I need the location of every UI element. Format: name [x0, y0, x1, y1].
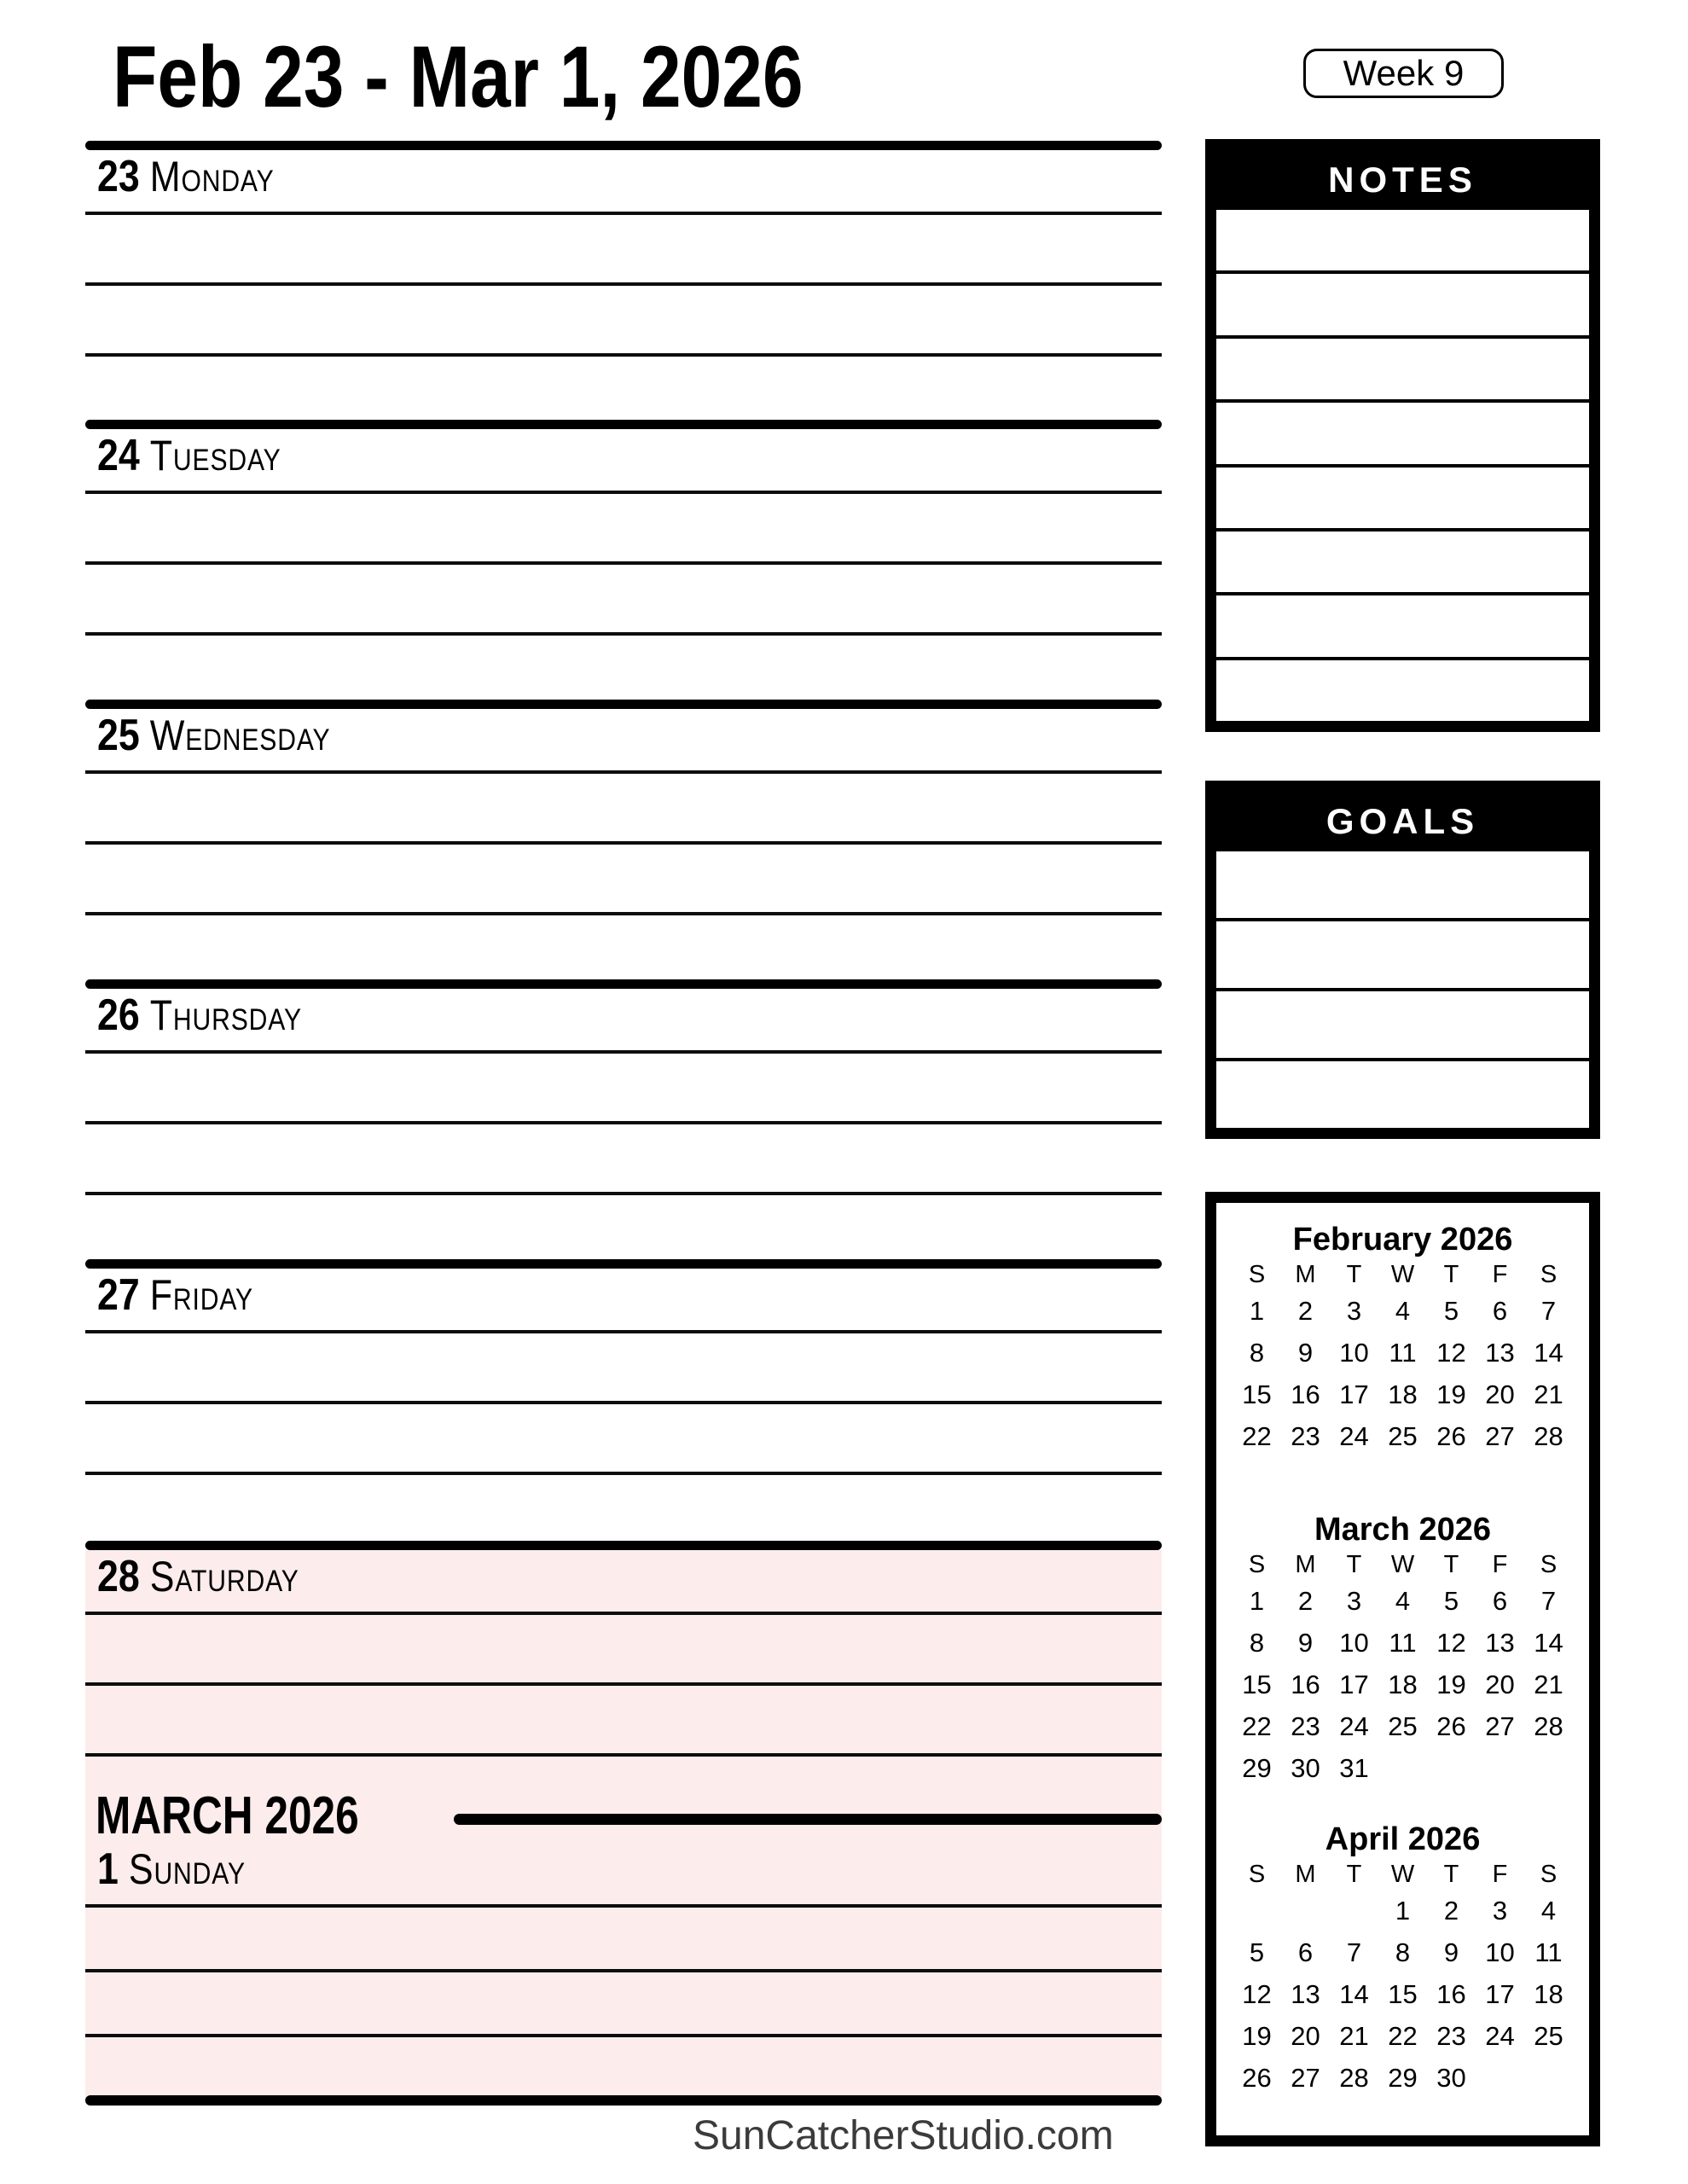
notes-row: [1216, 592, 1589, 656]
writing-line: [85, 1753, 1162, 1757]
date-cell: 5: [1443, 1296, 1459, 1326]
date-cell: 8: [1249, 1628, 1265, 1658]
day-title: [97, 1271, 253, 1320]
date-cell: 11: [1389, 1628, 1417, 1658]
date-cell: 19: [1436, 1380, 1466, 1409]
date-cell: 25: [1388, 1421, 1418, 1451]
writing-line: [85, 770, 1162, 774]
date-cell: 15: [1388, 1979, 1418, 2009]
day-title: [97, 1845, 246, 1894]
date-cell: 17: [1485, 1979, 1515, 2009]
date-cell: 29: [1388, 2063, 1418, 2093]
mini-calendar-march: [1216, 1510, 1589, 1789]
date-cell: 7: [1540, 1296, 1557, 1326]
day-number: 1: [97, 1844, 119, 1894]
date-cell: 10: [1485, 1937, 1515, 1967]
day-header-cell: T: [1346, 1261, 1362, 1288]
mini-calendar-grid: [1216, 1549, 1589, 1789]
date-cell: 22: [1242, 1421, 1272, 1451]
date-cell: 7: [1346, 1937, 1362, 1967]
day-number: 27: [97, 1270, 140, 1320]
date-cell: 18: [1388, 1380, 1418, 1409]
date-cell: 23: [1291, 1711, 1320, 1741]
date-cell: 22: [1388, 2021, 1418, 2051]
date-cell: 27: [1291, 2063, 1320, 2093]
date-cell: 3: [1492, 1896, 1508, 1926]
writing-line: [85, 1969, 1162, 1972]
notes-panel: [1205, 139, 1600, 732]
week-badge[interactable]: Week 9: [1303, 49, 1504, 98]
date-cell: 16: [1291, 1670, 1320, 1699]
day-header-cell: W: [1390, 1261, 1415, 1288]
day-header-cell: M: [1295, 1551, 1316, 1578]
day-header-cell: T: [1443, 1261, 1459, 1288]
notes-row: [1216, 270, 1589, 334]
notes-row: [1216, 399, 1589, 463]
empty-cell: [1476, 1747, 1524, 1789]
date-cell: 12: [1436, 1338, 1466, 1368]
writing-line: [85, 1682, 1162, 1686]
day-divider-bar: [85, 1259, 1162, 1269]
day-header-cell: T: [1346, 1551, 1362, 1578]
date-cell: 12: [1436, 1628, 1466, 1658]
day-section-friday: [85, 1259, 1162, 1538]
day-number: 25: [97, 711, 140, 760]
date-cell: 26: [1242, 2063, 1272, 2093]
date-cell: 25: [1534, 2021, 1563, 2051]
date-cell: 15: [1242, 1380, 1272, 1409]
date-cell: 17: [1339, 1380, 1369, 1409]
day-section-thursday: [85, 979, 1162, 1258]
date-cell: 2: [1297, 1296, 1314, 1326]
date-cell: 27: [1485, 1421, 1515, 1451]
date-cell: 4: [1395, 1586, 1411, 1616]
empty-cell: [1524, 2057, 1573, 2099]
writing-line: [85, 353, 1162, 357]
date-cell: 21: [1339, 2021, 1369, 2051]
day-name: Sunday: [128, 1845, 246, 1893]
day-header-cell: F: [1492, 1261, 1508, 1288]
date-cell: 28: [1534, 1421, 1563, 1451]
day-divider-bar: [85, 420, 1162, 429]
day-header-cell: W: [1390, 1551, 1415, 1578]
date-cell: 21: [1534, 1670, 1563, 1699]
mini-calendar-grid: [1216, 1859, 1589, 2099]
day-header-cell: F: [1492, 1551, 1508, 1578]
day-divider-bar: [85, 979, 1162, 989]
date-cell: 19: [1436, 1670, 1466, 1699]
day-name: Monday: [149, 153, 275, 200]
date-cell: 20: [1291, 2021, 1320, 2051]
date-cell: 8: [1249, 1338, 1265, 1368]
writing-line: [85, 1904, 1162, 1908]
writing-line: [85, 282, 1162, 286]
date-cell: 9: [1297, 1628, 1314, 1658]
writing-line: [85, 841, 1162, 845]
mini-calendar-grid: [1216, 1259, 1589, 1457]
date-cell: 18: [1388, 1670, 1418, 1699]
day-section-tuesday: [85, 420, 1162, 699]
date-cell: 1: [1249, 1296, 1265, 1326]
goals-row: [1216, 918, 1589, 988]
goals-panel: [1205, 781, 1600, 1139]
mini-calendar-title: March 2026: [1314, 1512, 1491, 1548]
writing-line: [85, 1612, 1162, 1615]
date-cell: 14: [1534, 1628, 1563, 1658]
date-cell: 4: [1395, 1296, 1411, 1326]
date-cell: 24: [1485, 2021, 1515, 2051]
day-header-cell: S: [1248, 1261, 1266, 1288]
writing-line: [85, 1121, 1162, 1124]
empty-cell: [1378, 1747, 1427, 1789]
date-cell: 24: [1339, 1711, 1369, 1741]
date-cell: 28: [1339, 2063, 1369, 2093]
day-header-cell: F: [1492, 1861, 1508, 1888]
writing-line: [85, 2034, 1162, 2037]
day-header-cell: M: [1295, 1261, 1316, 1288]
writing-line: [85, 491, 1162, 494]
day-name: Saturday: [149, 1553, 299, 1600]
day-title: [97, 991, 302, 1040]
empty-cell: [1427, 1747, 1476, 1789]
day-number: 28: [97, 1552, 140, 1601]
notes-row: [1216, 335, 1589, 399]
writing-line: [85, 1050, 1162, 1054]
day-number: 23: [97, 152, 140, 201]
day-name: Thursday: [149, 991, 302, 1039]
date-cell: 2: [1297, 1586, 1314, 1616]
date-cell: 11: [1389, 1338, 1417, 1368]
date-cell: 11: [1534, 1937, 1563, 1967]
notes-row: [1216, 210, 1589, 270]
day-header-cell: S: [1248, 1551, 1266, 1578]
writing-line: [85, 1472, 1162, 1475]
date-cell: 13: [1291, 1979, 1320, 2009]
mini-calendar-title: February 2026: [1292, 1222, 1513, 1258]
empty-cell: [1330, 1890, 1378, 1931]
day-name: Tuesday: [149, 432, 281, 479]
date-cell: 26: [1436, 1711, 1466, 1741]
date-cell: 4: [1540, 1896, 1557, 1926]
day-header-cell: S: [1540, 1551, 1557, 1578]
writing-line: [85, 1401, 1162, 1404]
date-cell: 9: [1443, 1937, 1459, 1967]
date-cell: 21: [1534, 1380, 1563, 1409]
date-cell: 26: [1436, 1421, 1466, 1451]
empty-cell: [1476, 2057, 1524, 2099]
date-cell: 1: [1249, 1586, 1265, 1616]
date-cell: 8: [1395, 1937, 1411, 1967]
date-cell: 27: [1485, 1711, 1515, 1741]
date-cell: 1: [1395, 1896, 1411, 1926]
day-section-wednesday: [85, 700, 1162, 979]
date-cell: 14: [1534, 1338, 1563, 1368]
writing-line: [85, 912, 1162, 915]
day-header-cell: T: [1443, 1551, 1459, 1578]
goals-row: [1216, 988, 1589, 1058]
date-cell: 13: [1485, 1338, 1515, 1368]
goals-row: [1216, 851, 1589, 918]
date-cell: 18: [1534, 1979, 1563, 2009]
date-cell: 10: [1339, 1338, 1369, 1368]
day-header-cell: T: [1443, 1861, 1459, 1888]
date-cell: 17: [1339, 1670, 1369, 1699]
date-cell: 30: [1436, 2063, 1466, 2093]
day-title: [97, 153, 275, 201]
day-title: [97, 712, 330, 760]
date-cell: 23: [1436, 2021, 1466, 2051]
day-divider-bar: [85, 1541, 1162, 1550]
month-heading: MARCH 2026: [96, 1786, 359, 1845]
date-cell: 5: [1443, 1586, 1459, 1616]
day-header-cell: W: [1390, 1861, 1415, 1888]
page-title: Feb 23 - Mar 1, 2026: [113, 28, 803, 125]
bottom-bar: [85, 2095, 1162, 2106]
day-header-cell: S: [1248, 1861, 1266, 1888]
day-number: 24: [97, 431, 140, 480]
day-divider-bar: [85, 700, 1162, 709]
writing-line: [85, 1192, 1162, 1195]
footer-link[interactable]: SunCatcherStudio.com: [693, 2113, 1114, 2158]
writing-line: [85, 212, 1162, 215]
empty-cell: [1524, 1747, 1573, 1789]
date-cell: 13: [1485, 1628, 1515, 1658]
day-number: 26: [97, 990, 140, 1040]
notes-row: [1216, 528, 1589, 592]
day-header-cell: M: [1295, 1861, 1316, 1888]
date-cell: 30: [1291, 1753, 1320, 1783]
month-heading-rule: [454, 1814, 1162, 1825]
date-cell: 14: [1339, 1979, 1369, 2009]
date-cell: 12: [1242, 1979, 1272, 2009]
day-section-monday: [85, 141, 1162, 420]
date-cell: 2: [1443, 1896, 1459, 1926]
date-cell: 20: [1485, 1380, 1515, 1409]
date-cell: 20: [1485, 1670, 1515, 1699]
notes-header: NOTES: [1216, 150, 1589, 210]
writing-line: [85, 1330, 1162, 1333]
day-name: Friday: [149, 1271, 253, 1319]
writing-line: [85, 561, 1162, 565]
date-cell: 3: [1346, 1586, 1362, 1616]
date-cell: 23: [1291, 1421, 1320, 1451]
day-divider-bar: [85, 141, 1162, 150]
date-cell: 25: [1388, 1711, 1418, 1741]
day-header-cell: S: [1540, 1261, 1557, 1288]
date-cell: 6: [1492, 1586, 1508, 1616]
date-cell: 7: [1540, 1586, 1557, 1616]
notes-row: [1216, 464, 1589, 528]
day-name: Wednesday: [149, 712, 331, 759]
mini-calendar-february: [1216, 1220, 1589, 1457]
date-cell: 9: [1297, 1338, 1314, 1368]
writing-line: [85, 632, 1162, 636]
date-cell: 28: [1534, 1711, 1563, 1741]
date-cell: 15: [1242, 1670, 1272, 1699]
date-cell: 5: [1249, 1937, 1265, 1967]
date-cell: 24: [1339, 1421, 1369, 1451]
date-cell: 6: [1297, 1937, 1314, 1967]
day-title: [97, 432, 281, 480]
date-cell: 6: [1492, 1296, 1508, 1326]
goals-row: [1216, 1058, 1589, 1128]
date-cell: 19: [1242, 2021, 1272, 2051]
mini-calendar-panel: [1205, 1192, 1600, 2146]
date-cell: 16: [1291, 1380, 1320, 1409]
date-cell: 29: [1242, 1753, 1272, 1783]
mini-calendar-april: [1216, 1820, 1589, 2099]
empty-cell: [1281, 1890, 1330, 1931]
notes-row: [1216, 657, 1589, 721]
empty-cell: [1233, 1890, 1281, 1931]
date-cell: 22: [1242, 1711, 1272, 1741]
date-cell: 10: [1339, 1628, 1369, 1658]
mini-calendar-title: April 2026: [1325, 1821, 1481, 1857]
date-cell: 3: [1346, 1296, 1362, 1326]
date-cell: 31: [1339, 1753, 1369, 1783]
day-section-saturday: [85, 1541, 1162, 1820]
date-cell: 16: [1436, 1979, 1466, 2009]
day-header-cell: S: [1540, 1861, 1557, 1888]
goals-header: GOALS: [1216, 792, 1589, 851]
day-title: [97, 1553, 299, 1601]
day-header-cell: T: [1346, 1861, 1362, 1888]
